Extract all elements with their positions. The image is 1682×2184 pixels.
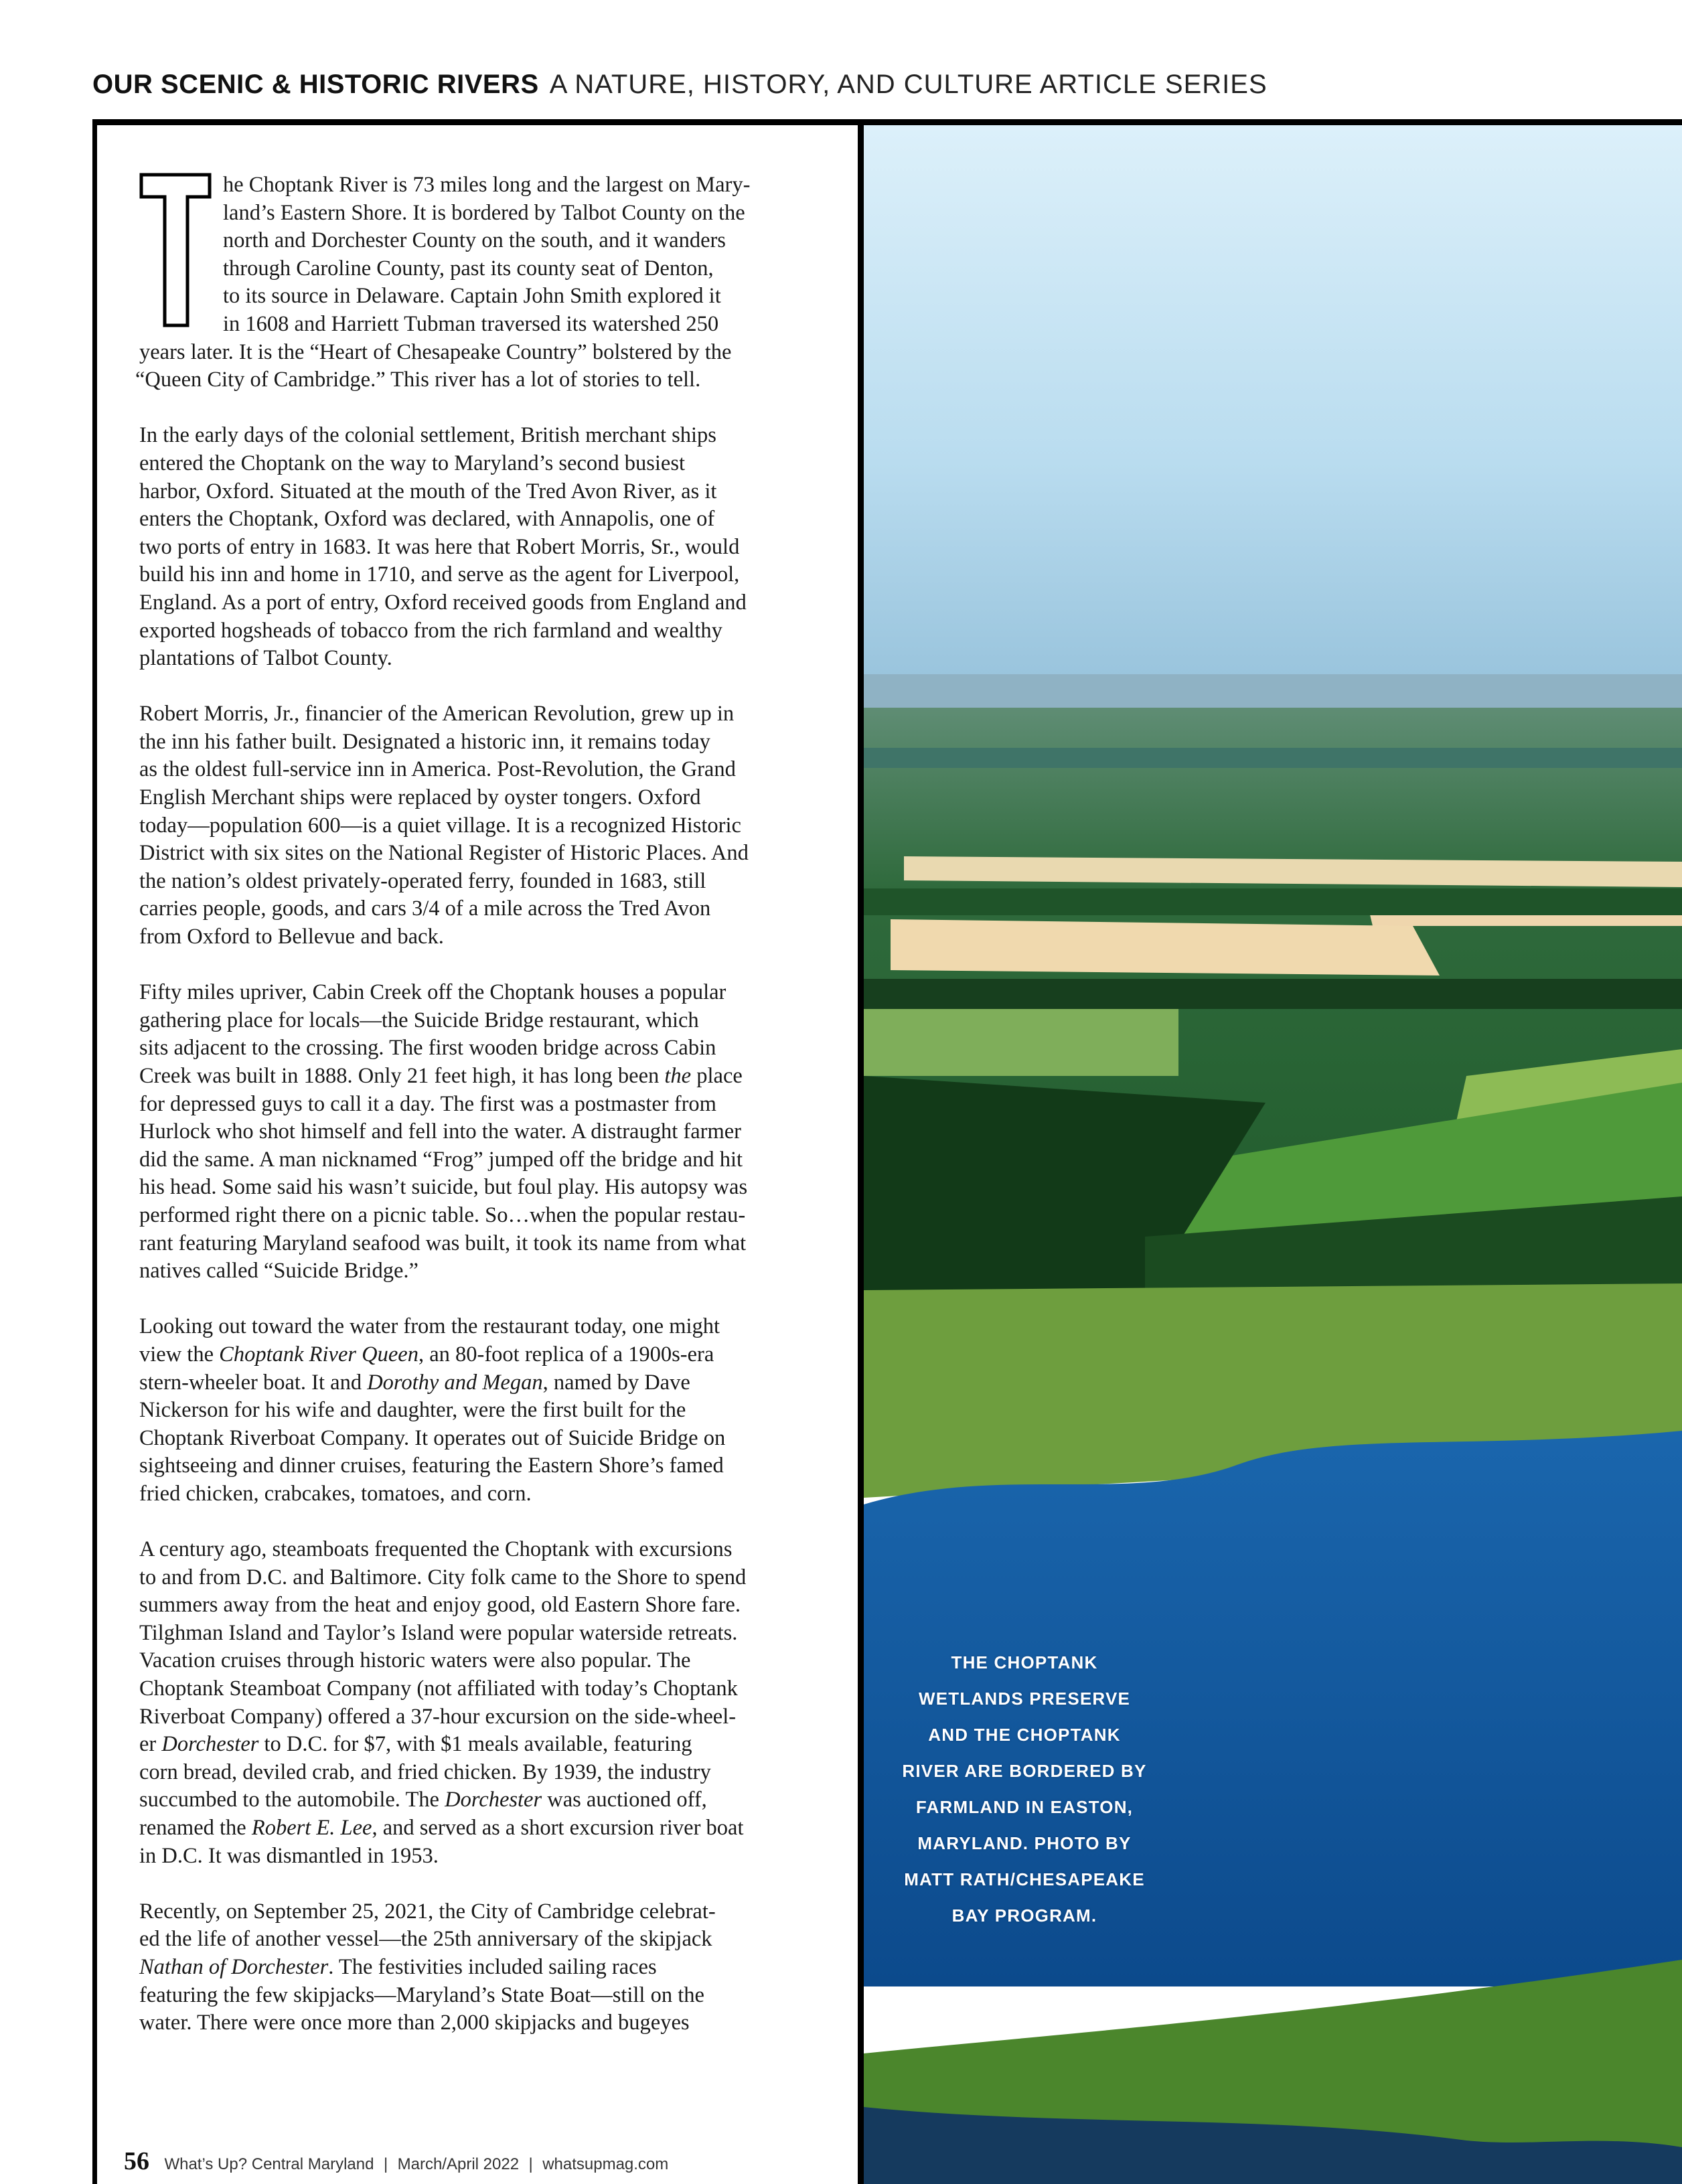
text-line xyxy=(139,505,849,534)
caption-line: MARYLAND. PHOTO BY xyxy=(917,1833,1132,1853)
caption-line: MATT RATH/CHESAPEAKE xyxy=(904,1869,1145,1889)
text-segment: as the oldest full-service inn in America. Post-Revolution, the Grand xyxy=(139,757,736,782)
text-line xyxy=(139,1480,849,1508)
text-line xyxy=(139,1369,849,1397)
text-segment: was auctioned off, xyxy=(542,1788,707,1812)
article-paragraph xyxy=(139,1536,849,1870)
text-segment: exported hogsheads of tobacco from the rich farmland and wealthy xyxy=(139,618,722,643)
footer-separator: | xyxy=(383,2155,388,2173)
text-line xyxy=(139,1898,849,1926)
text-line xyxy=(139,283,849,311)
text-segment: England. As a port of entry, Oxford received goods from England and xyxy=(139,590,747,615)
text-segment: Creek was built in 1888. Only 21 feet high, it has long been xyxy=(139,1064,665,1088)
text-segment: District with six sites on the National Register of Historic Places. And xyxy=(139,841,749,866)
text-segment: build his inn and home in 1710, and serve as the agent for Liverpool, xyxy=(139,562,740,587)
caption-line: WETLANDS PRESERVE xyxy=(918,1689,1131,1709)
text-segment: the inn his father built. Designated a historic inn, it remains today xyxy=(139,729,710,754)
text-line xyxy=(139,868,849,896)
text-segment: he Choptank River is 73 miles long and the largest on Mary- xyxy=(223,173,751,197)
text-line xyxy=(139,1257,849,1285)
text-segment: English Merchant ships were replaced by oyster tongers. Oxford xyxy=(139,785,701,810)
text-line xyxy=(139,1982,849,2010)
text-line xyxy=(139,255,849,283)
text-segment: , an 80-foot replica of a 1900s-era xyxy=(418,1342,714,1367)
text-line xyxy=(139,1063,849,1091)
text-line xyxy=(139,227,849,255)
text-segment: Nickerson for his wife and daughter, were the first built for the xyxy=(139,1398,686,1423)
caption-line: RIVER ARE BORDERED BY xyxy=(902,1761,1147,1781)
text-line xyxy=(139,1425,849,1453)
article-paragraph xyxy=(139,422,849,672)
article-paragraph xyxy=(139,1313,849,1508)
series-header xyxy=(92,70,1268,100)
text-segment: carries people, goods, and cars 3/4 of a mile across the Tred Avon xyxy=(139,896,711,921)
text-segment: today—population 600—is a quiet village. It is a recognized Historic xyxy=(139,813,741,838)
text-line xyxy=(139,450,849,478)
text-segment: rant featuring Maryland seafood was built, it took its name from what xyxy=(139,1231,747,1255)
text-segment: , and served as a short excursion river boat xyxy=(372,1816,744,1841)
text-segment: featuring the few skipjacks—Maryland’s State Boat—still on the xyxy=(139,1982,704,2007)
caption-line: BAY PROGRAM. xyxy=(951,1905,1097,1926)
text-line xyxy=(139,1591,849,1620)
text-segment: succumbed to the automobile. The xyxy=(139,1788,445,1812)
text-line xyxy=(139,1452,849,1480)
text-segment: view the xyxy=(139,1342,220,1367)
text-segment: through Caroline County, past its county seat of Denton, xyxy=(223,256,714,281)
text-line xyxy=(139,1731,849,1759)
article-paragraph xyxy=(139,700,849,951)
text-line xyxy=(139,728,849,757)
footer-separator: | xyxy=(528,2155,533,2173)
text-line xyxy=(139,561,849,589)
text-segment: er xyxy=(139,1732,162,1757)
text-segment: sits adjacent to the crossing. The first wooden bridge across Cabin xyxy=(139,1036,716,1061)
text-segment: two ports of entry in 1683. It was here that Robert Morris, Sr., would xyxy=(139,534,740,559)
italic-title: Dorchester xyxy=(161,1732,259,1757)
text-line xyxy=(139,339,849,367)
page-number: 56 xyxy=(124,2147,149,2175)
italic-title: Choptank River Queen xyxy=(219,1342,418,1367)
text-line xyxy=(139,1230,849,1258)
text-line xyxy=(139,1536,849,1564)
text-segment: place xyxy=(691,1064,743,1088)
text-line xyxy=(139,311,849,339)
text-line xyxy=(139,1703,849,1731)
text-line xyxy=(139,840,849,868)
website-link: whatsupmag.com xyxy=(542,2155,669,2173)
text-line xyxy=(139,1620,849,1648)
text-segment: the nation’s oldest privately-operated ferry, founded in 1683, still xyxy=(139,868,706,893)
text-segment: to its source in Delaware. Captain John Smith explored it xyxy=(223,284,721,309)
text-line xyxy=(139,1091,849,1119)
text-line xyxy=(139,1313,849,1341)
caption-line: FARMLAND IN EASTON, xyxy=(915,1797,1134,1817)
text-segment: Looking out toward the water from the restaurant today, one might xyxy=(139,1314,720,1339)
text-segment: north and Dorchester County on the south, and it wanders xyxy=(223,228,726,253)
text-line xyxy=(139,923,849,951)
text-segment: Robert Morris, Jr., financier of the American Revolution, grew up in xyxy=(139,702,735,726)
column-divider-rule xyxy=(858,119,864,2184)
text-line xyxy=(139,895,849,923)
text-line xyxy=(139,1843,849,1871)
text-line xyxy=(139,589,849,617)
text-line xyxy=(139,1341,849,1369)
text-line xyxy=(139,784,849,812)
text-line xyxy=(139,1118,849,1146)
italic-title: Dorchester xyxy=(445,1788,542,1812)
text-line xyxy=(139,171,849,200)
text-segment: to and from D.C. and Baltimore. City folk came to the Shore to spend xyxy=(139,1565,747,1589)
text-segment: natives called “Suicide Bridge.” xyxy=(139,1259,418,1283)
text-line xyxy=(139,645,849,673)
text-line xyxy=(139,1202,849,1230)
text-segment: . The festivities included sailing races xyxy=(328,1955,657,1979)
text-segment: Vacation cruises through historic waters were also popular. The xyxy=(139,1648,691,1673)
text-segment: Recently, on September 25, 2021, the City of Cambridge celebrat- xyxy=(139,1899,716,1924)
text-segment: summers away from the heat and enjoy good, old Eastern Shore fare. xyxy=(139,1593,741,1618)
text-segment: corn bread, deviled crab, and fried chicken. By 1939, the industry xyxy=(139,1760,711,1784)
text-segment: water. There were once more than 2,000 skipjacks and bugeyes xyxy=(139,2011,690,2035)
article-paragraph xyxy=(135,171,849,394)
text-segment: years later. It is the “Heart of Chesapeake Country” bolstered by the xyxy=(139,339,732,364)
text-segment: stern-wheeler boat. It and xyxy=(139,1370,368,1395)
text-segment: enters the Choptank, Oxford was declared, with Annapolis, one of xyxy=(139,507,715,532)
text-line xyxy=(139,1564,849,1592)
text-segment: Choptank Steamboat Company (not affiliated with today’s Choptank xyxy=(139,1676,738,1701)
text-line xyxy=(139,534,849,562)
text-segment: entered the Choptank on the way to Maryland’s second busiest xyxy=(139,451,686,475)
text-segment: Riverboat Company) offered a 37-hour excursion on the side-wheel- xyxy=(139,1704,737,1729)
article-paragraph xyxy=(139,1898,849,2037)
text-segment: , named by Dave xyxy=(542,1370,690,1395)
text-segment: ed the life of another vessel—the 25th anniversary of the skipjack xyxy=(139,1927,712,1952)
text-line xyxy=(139,1174,849,1202)
text-line xyxy=(139,478,849,506)
text-line xyxy=(139,1759,849,1787)
text-segment: for depressed guys to call it a day. The first was a postmaster from xyxy=(139,1091,716,1116)
text-line xyxy=(139,2009,849,2037)
caption-line: THE CHOPTANK xyxy=(951,1652,1098,1672)
text-segment: plantations of Talbot County. xyxy=(139,646,392,671)
text-segment: from Oxford to Bellevue and back. xyxy=(139,925,444,949)
italic-title: the xyxy=(664,1064,692,1088)
text-line xyxy=(139,1814,849,1843)
text-segment: harbor, Oxford. Situated at the mouth of the Tred Avon River, as it xyxy=(139,479,717,503)
series-title: OUR SCENIC & HISTORIC RIVERS xyxy=(92,70,539,99)
text-segment: in D.C. It was dismantled in 1953. xyxy=(139,1843,439,1868)
text-segment: to D.C. for $7, with $1 meals available, featuring xyxy=(258,1732,692,1757)
text-line xyxy=(135,366,849,394)
text-segment: “Queen City of Cambridge.” This river has a lot of stories to tell. xyxy=(135,368,701,392)
text-segment: did the same. A man nicknamed “Frog” jumped off the bridge and hit xyxy=(139,1147,743,1172)
text-segment: Choptank Riverboat Company. It operates out of Suicide Bridge on xyxy=(139,1425,726,1450)
page-footer xyxy=(124,2147,668,2176)
photo-caption xyxy=(891,1644,1158,1934)
text-segment: sightseeing and dinner cruises, featuring the Eastern Shore’s famed xyxy=(139,1454,724,1478)
text-segment: in 1608 and Harriett Tubman traversed its watershed 250 xyxy=(223,311,719,336)
series-subtitle: A NATURE, HISTORY, AND CULTURE ARTICLE SERIES xyxy=(549,70,1268,99)
article-body xyxy=(135,171,849,2065)
text-line xyxy=(139,200,849,228)
text-line xyxy=(139,1034,849,1063)
text-line xyxy=(139,1926,849,1954)
text-segment: renamed the xyxy=(139,1816,252,1841)
text-line xyxy=(139,1007,849,1035)
text-segment: gathering place for locals—the Suicide Bridge restaurant, which xyxy=(139,1008,699,1032)
publication-name: What’s Up? Central Maryland xyxy=(164,2155,374,2173)
text-line xyxy=(139,1786,849,1814)
text-segment: Fifty miles upriver, Cabin Creek off the Choptank houses a popular xyxy=(139,980,727,1005)
issue-date: March/April 2022 xyxy=(397,2155,520,2173)
text-line xyxy=(139,1675,849,1703)
text-line xyxy=(139,979,849,1007)
text-segment: his head. Some said his wasn’t suicide, but foul play. His autopsy was xyxy=(139,1175,748,1200)
text-line xyxy=(139,1954,849,1982)
text-line xyxy=(139,1146,849,1174)
text-line xyxy=(139,617,849,645)
text-segment: performed right there on a picnic table. So…when the popular restau- xyxy=(139,1202,746,1227)
text-segment: A century ago, steamboats frequented the Choptank with excursions xyxy=(139,1537,733,1562)
italic-title: Robert E. Lee xyxy=(251,1816,372,1841)
italic-title: Dorothy and Megan xyxy=(367,1370,543,1395)
text-line xyxy=(139,756,849,784)
italic-title: Nathan of Dorchester xyxy=(139,1955,329,1979)
text-line xyxy=(139,812,849,840)
caption-line: AND THE CHOPTANK xyxy=(928,1725,1121,1745)
text-segment: Tilghman Island and Taylor’s Island were popular waterside retreats. xyxy=(139,1620,738,1645)
text-line xyxy=(139,1647,849,1675)
text-segment: land’s Eastern Shore. It is bordered by Talbot County on the xyxy=(223,200,745,225)
text-line xyxy=(139,422,849,450)
text-line xyxy=(139,1397,849,1425)
text-segment: fried chicken, crabcakes, tomatoes, and corn. xyxy=(139,1481,532,1506)
frame-top-rule xyxy=(92,119,1682,125)
article-paragraph xyxy=(139,979,849,1285)
text-segment: Hurlock who shot himself and fell into the water. A distraught farmer xyxy=(139,1119,741,1144)
frame-left-rule xyxy=(92,119,97,2184)
text-segment: In the early days of the colonial settlement, British merchant ships xyxy=(139,423,716,448)
text-line xyxy=(139,700,849,728)
